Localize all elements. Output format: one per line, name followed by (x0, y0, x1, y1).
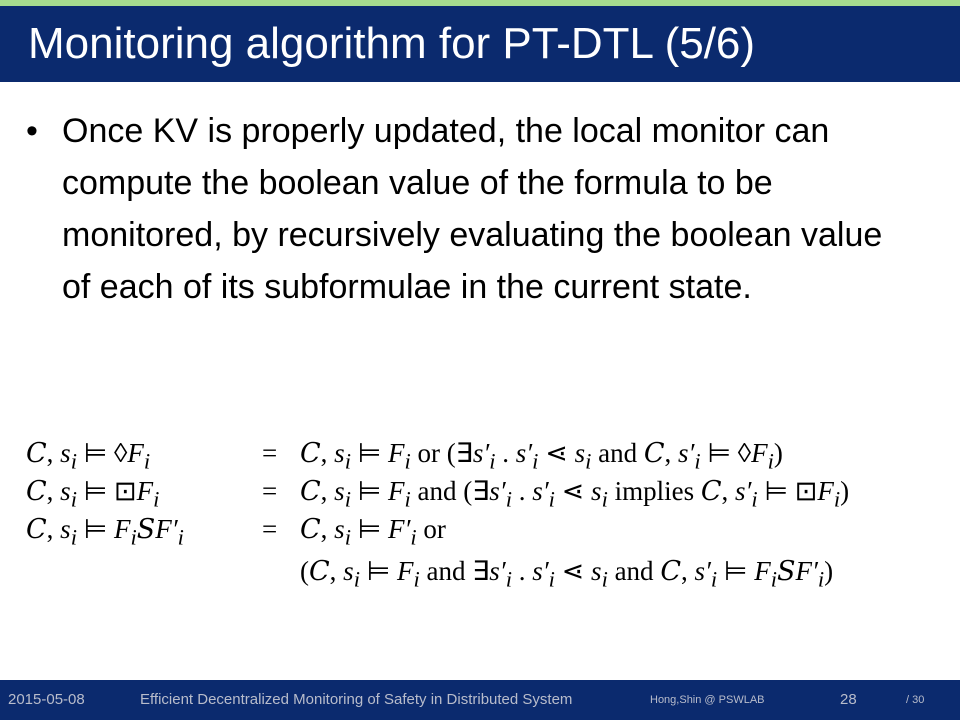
bullet-text: Once KV is properly updated, the local monitor can compute the boolean value of the formula to be monitored, by recursively evaluating the boolean value of each of its subformulae in the current state. (62, 112, 883, 306)
formula-2-implies: implies (614, 476, 695, 506)
formula-1-and: and (598, 438, 638, 468)
formula-3-rhs-cont: (C, $s_i$ ⊨ $F_i$ and $\exists s'_i$ . $s'_i$ ⋖ $s_i$ and C, $s'_i$ ⊨ $F_iSF'_i$) (300, 556, 834, 592)
footer-talk-title: Efficient Decentralized Monitoring of Safety in Distributed System (140, 691, 573, 708)
formula-3-and-1: and (426, 556, 466, 586)
footer-author: Hong,Shin @ PSWLAB (650, 694, 765, 706)
formula-1-lhs: C, $s_i$ ⊨ $◊F_i$ (26, 438, 151, 474)
formula-3-rhs: C, $s_i$ ⊨ $F'_i$ or (300, 514, 446, 550)
formula-1-eq: = (262, 438, 278, 468)
formula-3-lhs: C, $s_i$ ⊨ $F_iSF'_i$ (26, 514, 184, 550)
slide-title: Monitoring algorithm for PT-DTL (5/6) (28, 19, 756, 68)
formula-2-rhs: C, $s_i$ ⊨ $F_i$ and ($\exists s'_i$ . $s'_i$ ⋖ $s_i$ implies C, $s'_i$ ⊨ $⊡F_i$) (300, 476, 850, 512)
formula-3-and-2: and (614, 556, 654, 586)
formula-block (18, 436, 948, 596)
formula-1-or: or (417, 438, 440, 468)
bullet-marker: • (26, 112, 38, 150)
formula-1-rhs: C, $s_i$ ⊨ $F_i$ or ($\exists s'_i$ . $s'_i$ ⋖ $s_i$ and C, $s'_i$ ⊨ $◊F_i$) (300, 438, 783, 474)
formula-3-or: or (423, 514, 446, 544)
formula-2-eq: = (262, 476, 278, 506)
footer-page-number: 28 (840, 691, 857, 708)
footer-bar (0, 680, 960, 720)
formula-2-and: and (417, 476, 457, 506)
formula-2-lhs: C, $s_i$ ⊨ $⊡F_i$ (26, 476, 160, 512)
footer-date: 2015-05-08 (8, 691, 85, 708)
formula-3-eq: = (262, 514, 278, 544)
title-bar (0, 6, 960, 82)
footer-page-total: / 30 (906, 694, 925, 706)
